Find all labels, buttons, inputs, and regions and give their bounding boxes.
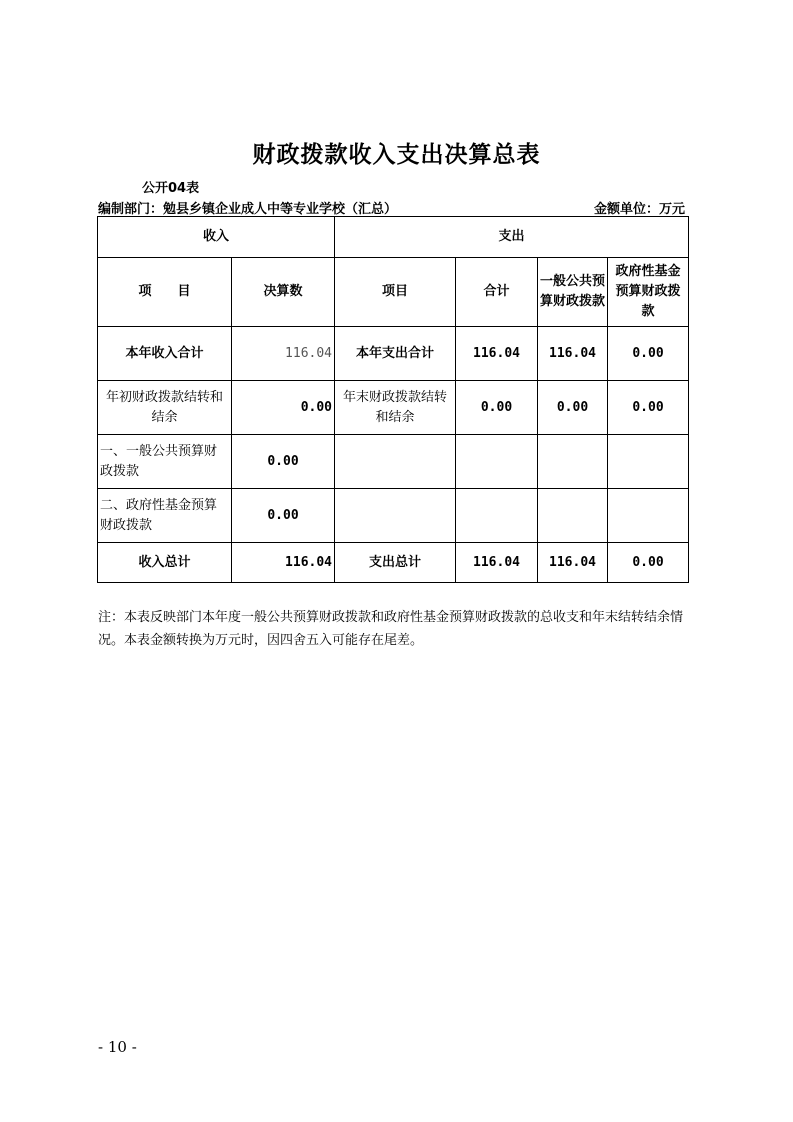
table-row bbox=[98, 543, 689, 583]
table-row bbox=[98, 435, 689, 489]
row-general: 116.04 bbox=[538, 543, 608, 583]
row-total: 0.00 bbox=[456, 381, 538, 435]
row-general: 0.00 bbox=[538, 381, 608, 435]
table-row bbox=[98, 381, 689, 435]
department-label: 编制部门：勉县乡镇企业成人中等专业学校（汇总） bbox=[98, 202, 398, 217]
row-value: 0.00 bbox=[232, 489, 335, 543]
col-header-general: 一般公共预算财政拨款 bbox=[538, 258, 608, 327]
form-number: 公开04表 bbox=[142, 181, 200, 196]
row-value: 116.04 bbox=[232, 327, 335, 381]
row-exp-label: 支出总计 bbox=[335, 543, 456, 583]
row-fund: 0.00 bbox=[608, 327, 689, 381]
page-number: - 10 - bbox=[98, 1038, 137, 1056]
col-header-item: 项 目 bbox=[98, 258, 232, 327]
footnote: 注：本表反映部门本年度一般公共预算财政拨款和政府性基金预算财政拨款的总收支和年末结转结余情况。本表金额转换为万元时，因四舍五入可能存在尾差。 bbox=[98, 610, 684, 648]
row-label: 本年收入合计 bbox=[98, 327, 232, 381]
col-header-exp-item: 项目 bbox=[335, 258, 456, 327]
row-label: 年初财政拨款结转和结余 bbox=[98, 381, 232, 435]
unit-label: 金额单位：万元 bbox=[593, 202, 685, 217]
row-exp-label: 年末财政拨款结转和结余 bbox=[335, 381, 456, 435]
row-value: 116.04 bbox=[232, 543, 335, 583]
row-label: 收入总计 bbox=[98, 543, 232, 583]
col-header-final: 决算数 bbox=[232, 258, 335, 327]
row-total: 116.04 bbox=[456, 543, 538, 583]
table-row bbox=[98, 489, 689, 543]
col-header-total: 合计 bbox=[456, 258, 538, 327]
budget-table bbox=[97, 216, 689, 583]
expense-header: 支出 bbox=[335, 217, 689, 258]
col-header-gov-fund: 政府性基金预算财政拨款 bbox=[608, 258, 689, 327]
row-value: 0.00 bbox=[232, 381, 335, 435]
row-label: 一、一般公共预算财政拨款 bbox=[98, 435, 232, 489]
table-row bbox=[98, 327, 689, 381]
row-fund: 0.00 bbox=[608, 543, 689, 583]
income-header: 收入 bbox=[98, 217, 335, 258]
row-label: 二、政府性基金预算财政拨款 bbox=[98, 489, 232, 543]
row-general: 116.04 bbox=[538, 327, 608, 381]
row-exp-label: 本年支出合计 bbox=[335, 327, 456, 381]
row-fund: 0.00 bbox=[608, 381, 689, 435]
row-total: 116.04 bbox=[456, 327, 538, 381]
row-value: 0.00 bbox=[232, 435, 335, 489]
page-title: 财政拨款收入支出决算总表 bbox=[252, 142, 541, 168]
